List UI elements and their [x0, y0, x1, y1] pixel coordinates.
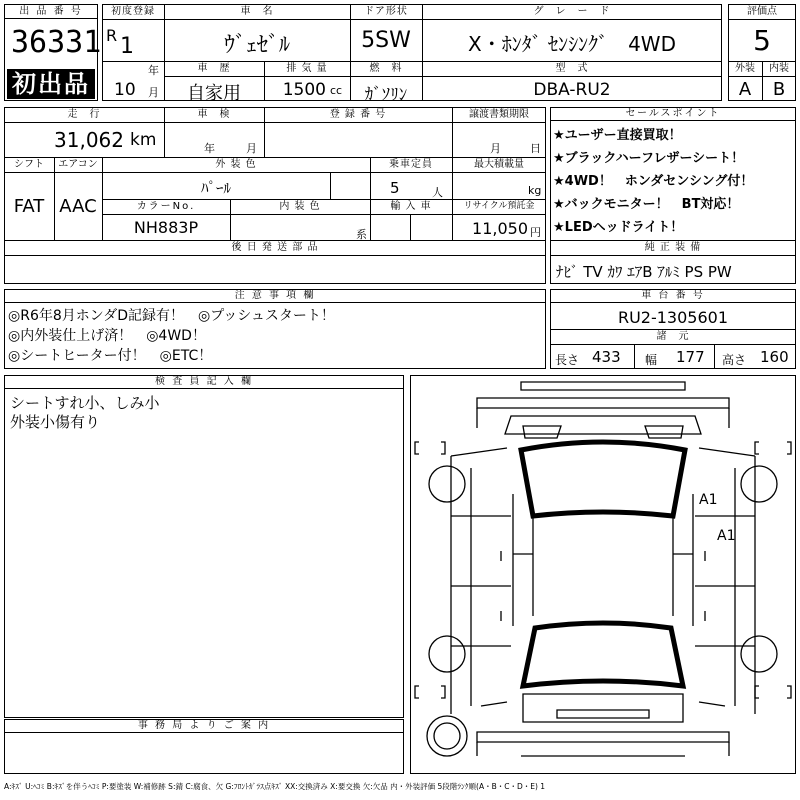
interior-color-unit: 系 — [356, 228, 367, 241]
plate-label: 登 録 番 号 — [329, 109, 387, 120]
interior-color-label: 内 装 色 — [279, 201, 321, 212]
shift-value: FAT — [13, 196, 45, 217]
fuel-value: ｶﾞｿﾘﾝ — [364, 85, 408, 105]
length-label: 長さ — [555, 353, 580, 367]
grade-value: X・ﾎﾝﾀﾞ ｾﾝｼﾝｸﾞ 4WD — [468, 32, 676, 56]
displacement-unit: cc — [330, 84, 343, 97]
note-line: ◎シートヒーター付！ ◎ETC！ — [8, 348, 213, 364]
sales-points-list — [553, 124, 793, 239]
equipment-value: ﾅﾋﾞ TV ｶﾜ ｴｱB ｱﾙﾐ PS PW — [556, 263, 732, 281]
sales-point-item: ★LEDヘッドライト！ — [553, 220, 684, 235]
dimensions-label: 諸 元 — [656, 331, 690, 342]
displacement-label: 排 気 量 — [286, 63, 328, 74]
mileage-label: 走 行 — [67, 109, 101, 120]
inspector-notes — [10, 394, 400, 432]
sales-point-item: ★4WD！ ホンダセンシング付！ — [553, 174, 754, 189]
inspector-label: 検 査 員 記 入 欄 — [4, 375, 404, 389]
history-value: 自家用 — [187, 83, 241, 104]
chassis-label: 車 台 番 号 — [550, 289, 796, 303]
lot-label: 出 品 番 号 — [5, 5, 97, 19]
sales-point-item: ★バックモニター！ BT対応！ — [553, 197, 740, 212]
note-line: ◎R6年8月ホンダD記録有！ ◎プッシュスタート！ — [8, 308, 335, 324]
office-label: 事 務 局 よ り ご 案 内 — [4, 719, 404, 733]
notes-list — [8, 306, 544, 366]
inspection-label: 車 検 — [197, 109, 231, 120]
inspection-year-unit: 年 — [204, 142, 215, 155]
grade-label: グ レ ー ド — [533, 6, 611, 17]
capacity-value: 5 — [390, 179, 400, 197]
color-value: ﾊﾟｰﾙ — [200, 179, 231, 197]
inspector-line: シートすれ小、しみ小 — [10, 394, 160, 412]
mileage-value: 31,062 — [54, 128, 124, 152]
color-no-label: カラーNo. — [136, 201, 196, 212]
recycle-value: 11,050 — [472, 219, 528, 238]
door-label: ドア形状 — [364, 6, 408, 17]
car-name-value: ｳﾞｪｾﾞﾙ — [223, 33, 290, 58]
later-parts-label: 後 日 発 送 部 品 — [231, 242, 319, 253]
length-value: 433 — [592, 348, 621, 366]
legend: A:ｷｽﾞ U:ﾍｺﾐ B:ｷｽﾞを伴うﾍｺﾐ P:要塗装 W:補修跡 S:錆 C:腐食、欠 G:ﾌﾛﾝﾄｶﾞﾗｽ点ｷｽﾞ XX:交換済み X:要交換 欠:欠品 内・外装評価 5段階ﾗﾝｸ順(A・B・C・D・E) 1 — [4, 782, 546, 791]
import-label: 輸 入 車 — [390, 201, 432, 212]
max-load-unit: kg — [528, 184, 542, 197]
model-value: DBA-RU2 — [533, 80, 611, 100]
registration-month-unit: 月 — [148, 86, 159, 99]
lot-box — [4, 4, 102, 101]
height-label: 高さ — [722, 353, 747, 367]
car-diagram — [411, 376, 795, 773]
exterior-grade-label: 外装 — [735, 63, 755, 74]
history-label: 車 歴 — [197, 63, 231, 74]
damage-mark: A1 — [699, 492, 718, 508]
door-value: 5SW — [361, 28, 411, 53]
recycle-label: リサイクル預託金 — [463, 201, 535, 211]
width-label: 幅 — [645, 353, 658, 367]
aircon-value: AAC — [59, 196, 97, 217]
equipment-label: 純 正 装 備 — [644, 242, 702, 253]
registration-label: 初度登録 — [111, 6, 155, 17]
fuel-label: 燃 料 — [369, 63, 403, 74]
capacity-unit: 人 — [432, 186, 443, 199]
sales-point-item: ★ブラックハーフレザーシート！ — [553, 151, 745, 166]
color-label: 外 装 色 — [215, 159, 257, 170]
registration-month: 10 — [114, 80, 136, 100]
shift-label: シフト — [14, 159, 44, 170]
model-label: 型 式 — [555, 63, 589, 74]
exterior-grade-value: A — [738, 79, 752, 100]
width-value: 177 — [676, 348, 705, 366]
interior-grade-value: B — [772, 79, 786, 100]
sales-point-item: ★ユーザー直接買取！ — [553, 128, 682, 143]
color-no-value: NH883P — [133, 218, 199, 237]
inspection-month-unit: 月 — [246, 142, 257, 155]
notes-label: 注 意 事 項 欄 — [4, 289, 546, 303]
note-line: ◎内外装仕上げ済！ ◎4WD！ — [8, 328, 206, 344]
mileage-unit: km — [130, 130, 157, 150]
damage-mark: A1 — [717, 528, 736, 544]
car-name-label: 車 名 — [240, 6, 274, 17]
interior-grade-label: 内装 — [769, 63, 789, 74]
first-listing-badge: 初出品 — [7, 69, 95, 99]
aircon-label: エアコン — [58, 159, 98, 170]
registration-year: 1 — [120, 34, 134, 59]
transfer-docs-label: 譲渡書類期限 — [469, 109, 529, 120]
transfer-month-unit: 月 — [490, 142, 501, 155]
sales-points-label: セールスポイント — [550, 107, 796, 121]
chassis-value: RU2-1305601 — [617, 308, 729, 327]
transfer-day-unit: 日 — [530, 142, 541, 155]
capacity-label: 乗車定員 — [389, 159, 433, 170]
recycle-unit: 円 — [530, 226, 541, 239]
registration-era: R — [106, 26, 118, 45]
lot-number: 36331 — [11, 25, 102, 60]
registration-year-unit: 年 — [148, 64, 159, 77]
height-value: 160 — [760, 348, 789, 366]
score-value: 5 — [753, 24, 771, 57]
displacement-value: 1500 — [282, 80, 326, 100]
score-label: 評価点 — [747, 6, 777, 17]
car-diagram-box — [410, 375, 796, 774]
max-load-label: 最大積載量 — [474, 159, 524, 170]
inspector-line: 外装小傷有り — [10, 413, 101, 431]
